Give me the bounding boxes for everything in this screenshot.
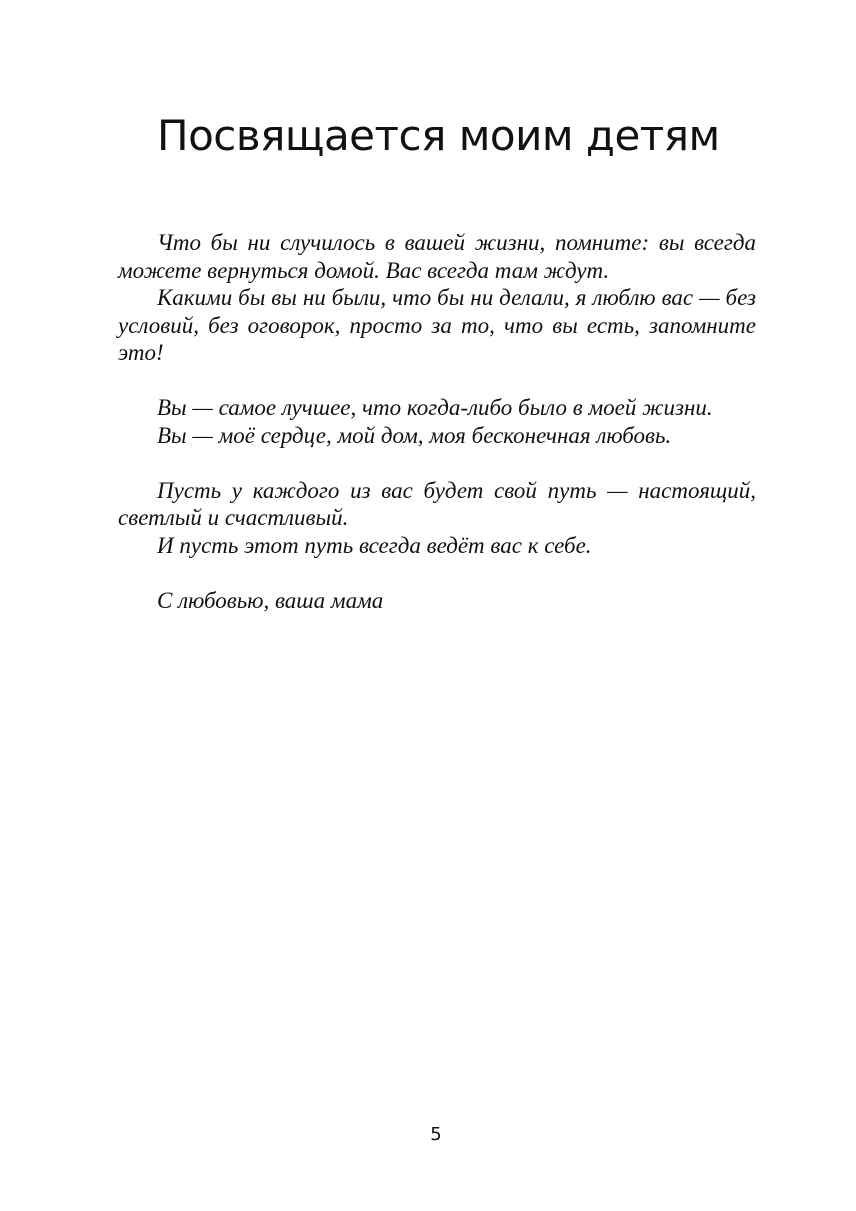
paragraph: Какими бы вы ни были, что бы ни делали, я люблю вас — без условий, без оговорок, просто за то, что вы есть, запомните это! xyxy=(118,285,756,365)
paragraph-spacer xyxy=(118,449,756,477)
paragraph: Что бы ни случилось в вашей жизни, помните: вы всегда можете вернуться домой. Вас всегда там ждут. xyxy=(118,230,756,283)
dedication-text xyxy=(118,229,756,614)
page-number: 5 xyxy=(430,1124,442,1145)
paragraph: И пусть этот путь всегда ведёт вас к себе. xyxy=(157,532,592,558)
signature-line: С любовью, ваша мама xyxy=(157,587,384,613)
dedication-title: Посвящается моим детям xyxy=(157,111,720,160)
paragraph: Пусть у каждого из вас будет свой путь — настоящий, светлый и счастливый. xyxy=(118,477,756,530)
paragraph-spacer xyxy=(118,367,756,395)
paragraph: Вы — самое лучшее, что когда-либо было в моей жизни. xyxy=(157,395,713,420)
paragraph: Вы — моё сердце, мой дом, моя бесконечная любовь. xyxy=(157,422,672,448)
paragraph-spacer xyxy=(118,559,756,587)
